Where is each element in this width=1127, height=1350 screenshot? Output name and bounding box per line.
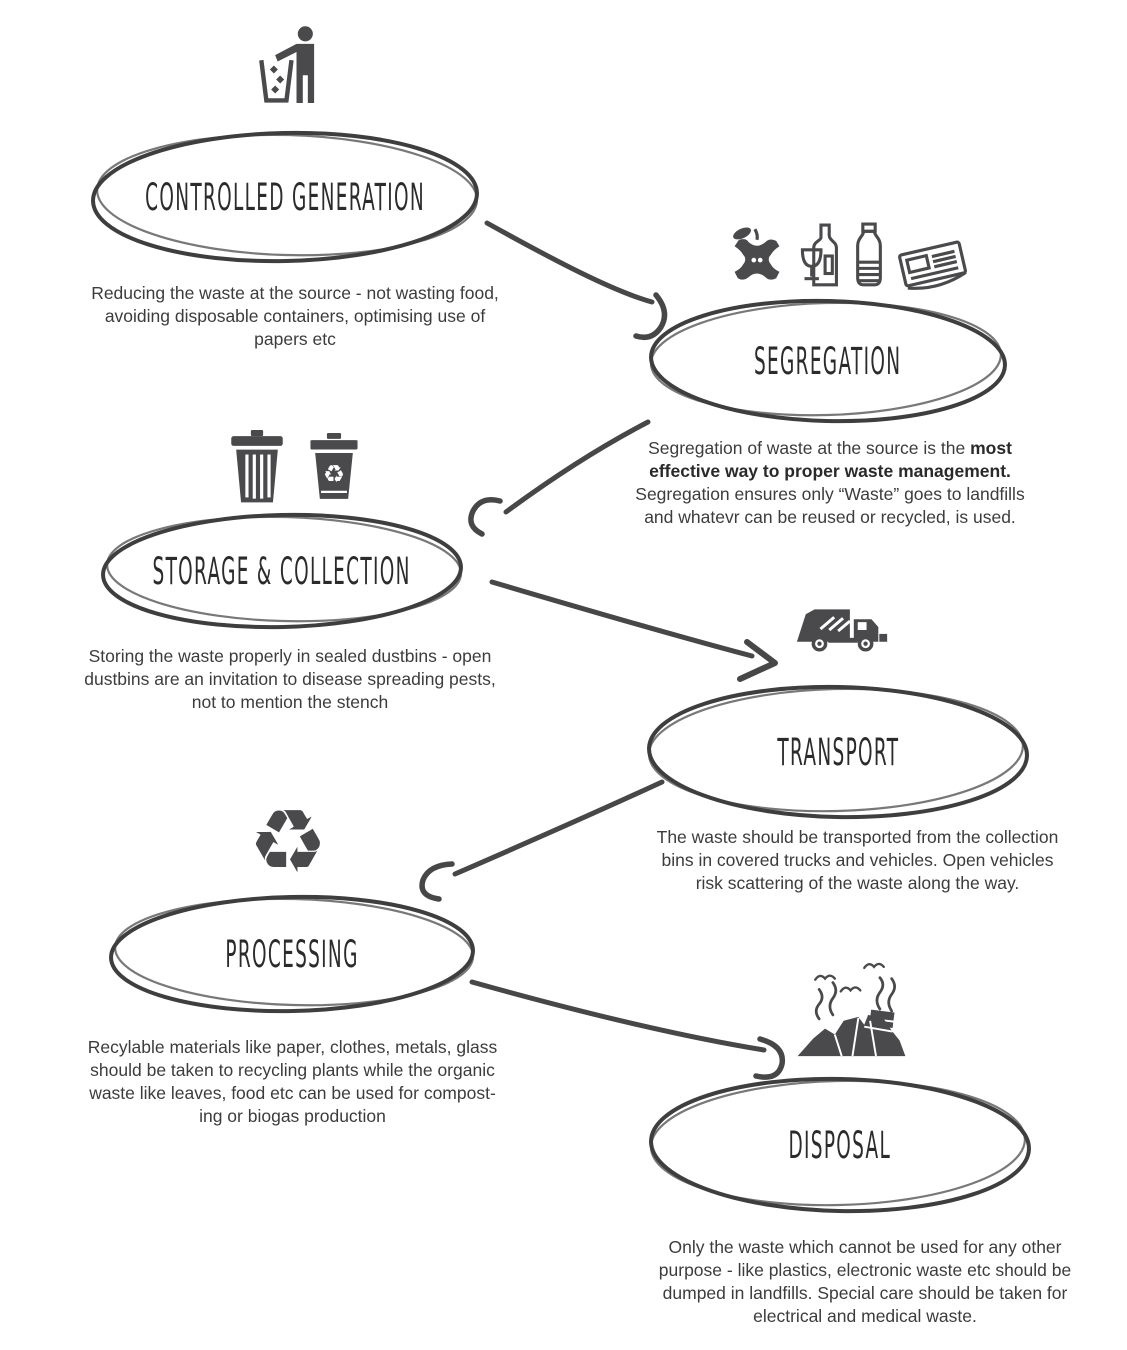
- recycling-symbol-icon: ♻: [248, 790, 328, 893]
- stage-title: DISPOSAL: [788, 1123, 892, 1167]
- landfill-icon: [788, 962, 914, 1060]
- stage-description: The waste should be transported from the collection bins in covered trucks and vehicles. Open vehicles risk scattering of the waste along the way.: [656, 827, 1059, 893]
- stage-description: Only the waste which cannot be used for any other purpose - like plastics, electronic waste etc should be dumped in landfills. Special care should be taken for electrical and medical waste.: [658, 1237, 1072, 1326]
- stage-title: TRANSPORT: [777, 730, 899, 774]
- svg-text:♻: ♻: [322, 459, 346, 489]
- stage-title: STORAGE & COLLECTION: [152, 549, 412, 593]
- stage-description: Reducing the waste at the source - not wasting food, avoiding disposable containers, optimising use of papers etc: [91, 283, 499, 349]
- stage-title: SEGREGATION: [754, 339, 902, 383]
- stage-description: Recylable materials like paper, clothes, metals, glass should be taken to recycling plants while the organic waste like leaves, food etc can be used for compost- ing or biogas production: [87, 1037, 498, 1126]
- stage-description: Segregation of waste at the source is the most effective way to proper waste management. Segregation ensures only “Waste” goes to landfills and whatevr can be reused or recycled, is used.: [635, 438, 1025, 527]
- stage-title: PROCESSING: [225, 932, 359, 976]
- stage-title: CONTROLLED GENERATION: [145, 175, 425, 219]
- stage-description: Storing the waste properly in sealed dustbins - open dustbins are an invitation to disease spreading pests, not to mention the stench: [84, 646, 496, 712]
